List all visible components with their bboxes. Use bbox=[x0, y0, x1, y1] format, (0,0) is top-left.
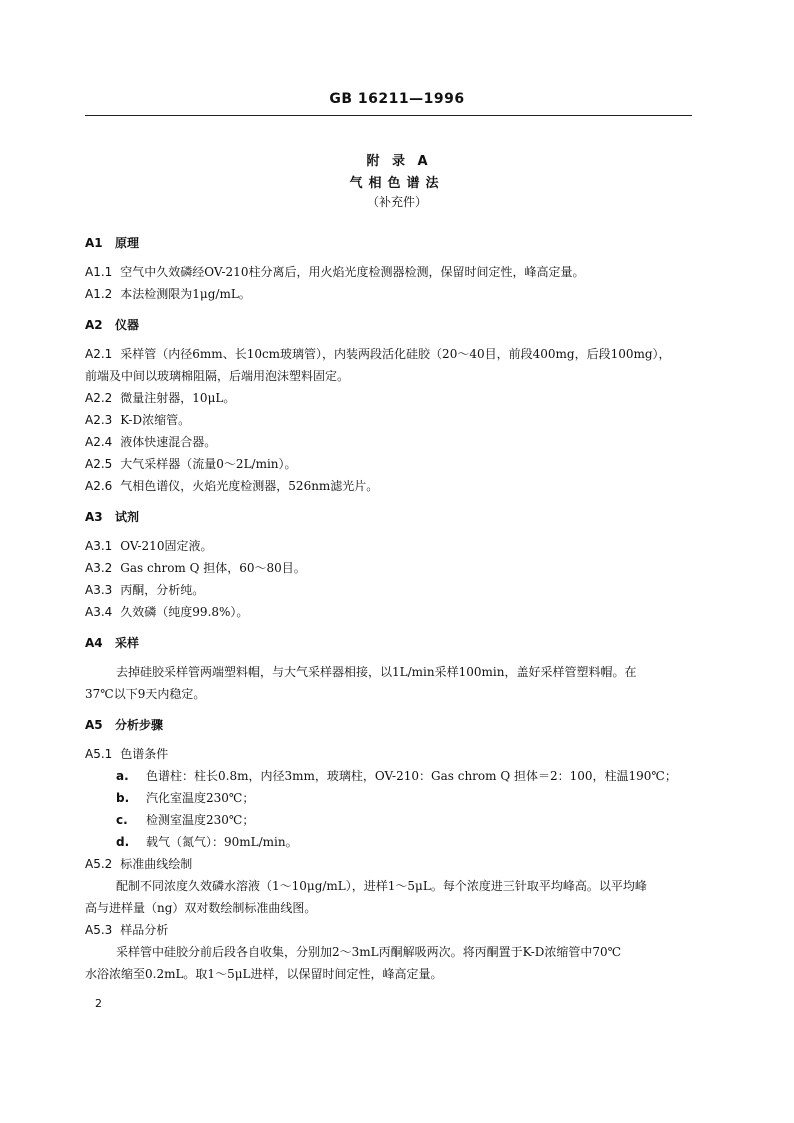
paragraph-a5-3-line1: 采样管中硅胶分前后段各自收集，分别加2～3mL丙酮解吸两次。将丙酮置于K-D浓缩管中70℃ bbox=[116, 945, 622, 959]
clause-number: A2.6 bbox=[85, 479, 113, 493]
clause-number: A3.3 bbox=[85, 583, 113, 597]
clause-number: A3.4 bbox=[85, 605, 113, 619]
clause-text: 采样管（内径6mm、长10cm玻璃管），内装两段活化硅胶（20～40目，前段400mg，后段100mg）， bbox=[120, 347, 671, 361]
clause-a2-3 bbox=[85, 412, 190, 428]
standard-code-header: GB 16211—1996 bbox=[329, 91, 465, 107]
clause-a2-5 bbox=[85, 456, 297, 472]
section-number: A3 bbox=[85, 510, 103, 524]
appendix-title: 附 录 A bbox=[366, 154, 428, 169]
clause-text: 空气中久效磷经OV-210柱分离后，用火焰光度检测器检测，保留时间定性，峰高定量。 bbox=[120, 265, 585, 279]
clause-a2-1-continued: 前端及中间以玻璃棉阻隔，后端用泡沫塑料固定。 bbox=[85, 369, 350, 383]
clause-a5-2 bbox=[85, 856, 192, 872]
item-text: 载气（氮气）：90mL/min。 bbox=[146, 835, 298, 849]
clause-a3-4 bbox=[85, 604, 248, 620]
clause-number: A2.5 bbox=[85, 457, 113, 471]
clause-text: OV-210固定液。 bbox=[120, 539, 213, 553]
clause-number: A3.1 bbox=[85, 539, 113, 553]
clause-text: 标准曲线绘制 bbox=[120, 857, 193, 871]
clause-a5-1 bbox=[85, 746, 168, 762]
section-number: A2 bbox=[85, 318, 103, 332]
section-title: 试剂 bbox=[115, 510, 140, 524]
section-a5-heading bbox=[85, 717, 163, 733]
section-title: 采样 bbox=[115, 636, 140, 650]
section-number: A1 bbox=[85, 236, 103, 250]
section-title: 仪器 bbox=[115, 318, 140, 332]
clause-a1-2 bbox=[85, 286, 251, 302]
clause-text: 久效磷（纯度99.8%）。 bbox=[120, 605, 249, 619]
section-number: A4 bbox=[85, 636, 103, 650]
clause-number: A3.2 bbox=[85, 561, 113, 575]
condition-item-d bbox=[116, 834, 298, 850]
clause-number: A5.1 bbox=[85, 747, 113, 761]
clause-number: A2.1 bbox=[85, 347, 113, 361]
clause-a2-1 bbox=[85, 346, 671, 362]
clause-text: Gas chrom Q 担体，60～80目。 bbox=[120, 561, 306, 575]
header-rule bbox=[85, 115, 692, 116]
clause-text: 气相色谱仪，火焰光度检测器，526nm滤光片。 bbox=[120, 479, 379, 493]
clause-number: A5.2 bbox=[85, 857, 113, 871]
page-number: 2 bbox=[95, 997, 102, 1010]
section-number: A5 bbox=[85, 718, 103, 732]
clause-number: A2.3 bbox=[85, 413, 113, 427]
item-label: b. bbox=[116, 791, 130, 805]
clause-a1-1 bbox=[85, 264, 584, 280]
paragraph-a5-2-line2: 高与进样量（ng）双对数绘制标准曲线图。 bbox=[85, 901, 317, 915]
section-a3-heading bbox=[85, 509, 139, 525]
clause-text: 微量注射器，10μL。 bbox=[120, 391, 236, 405]
paragraph-a4-line1: 去掉硅胶采样管两端塑料帽，与大气采样器相接，以1L/min采样100min，盖好采样管塑料帽。在 bbox=[116, 665, 637, 679]
clause-text: 本法检测限为1μg/mL。 bbox=[120, 287, 251, 301]
clause-text: 液体快速混合器。 bbox=[120, 435, 217, 449]
paragraph-a5-3-line2: 水浴浓缩至0.2mL。取1～5μL进样，以保留时间定性，峰高定量。 bbox=[85, 967, 443, 981]
item-text: 汽化室温度230℃； bbox=[146, 791, 255, 805]
clause-a5-3 bbox=[85, 922, 168, 938]
item-label: c. bbox=[116, 813, 128, 827]
clause-text: 丙酮，分析纯。 bbox=[120, 583, 205, 597]
clause-number: A2.2 bbox=[85, 391, 113, 405]
item-label: a. bbox=[116, 769, 129, 783]
supplement-title: （补充件） bbox=[366, 195, 427, 209]
clause-number: A1.1 bbox=[85, 265, 113, 279]
section-title: 原理 bbox=[115, 236, 140, 250]
condition-item-c bbox=[116, 812, 254, 828]
paragraph-a4-line2: 37℃以下9天内稳定。 bbox=[85, 687, 206, 701]
section-a4-heading bbox=[85, 635, 139, 651]
clause-a2-6 bbox=[85, 478, 378, 494]
item-label: d. bbox=[116, 835, 130, 849]
clause-a3-3 bbox=[85, 582, 204, 598]
condition-item-b bbox=[116, 790, 254, 806]
clause-number: A2.4 bbox=[85, 435, 113, 449]
paragraph-a5-2-line1: 配制不同浓度久效磷水溶液（1～10μg/mL），进样1～5μL。每个浓度进三针取平均峰高。以平均峰 bbox=[116, 879, 647, 893]
clause-text: 样品分析 bbox=[120, 923, 169, 937]
clause-number: A1.2 bbox=[85, 287, 113, 301]
clause-text: 色谱条件 bbox=[120, 747, 169, 761]
condition-item-a bbox=[116, 768, 677, 784]
section-title: 分析步骤 bbox=[115, 718, 164, 732]
clause-text: K-D浓缩管。 bbox=[120, 413, 191, 427]
item-text: 检测室温度230℃； bbox=[146, 813, 255, 827]
section-a2-heading bbox=[85, 317, 139, 333]
section-a1-heading bbox=[85, 235, 139, 251]
clause-a2-4 bbox=[85, 434, 216, 450]
clause-a3-1 bbox=[85, 538, 212, 554]
clause-text: 大气采样器（流量0～2L/min）。 bbox=[120, 457, 297, 471]
method-title: 气相色谱法 bbox=[349, 176, 445, 191]
clause-a2-2 bbox=[85, 390, 235, 406]
clause-a3-2 bbox=[85, 560, 306, 576]
item-text: 色谱柱：柱长0.8m，内径3mm，玻璃柱，OV-210：Gas chrom Q 担体＝2：100，柱温190℃； bbox=[146, 769, 677, 783]
clause-number: A5.3 bbox=[85, 923, 113, 937]
